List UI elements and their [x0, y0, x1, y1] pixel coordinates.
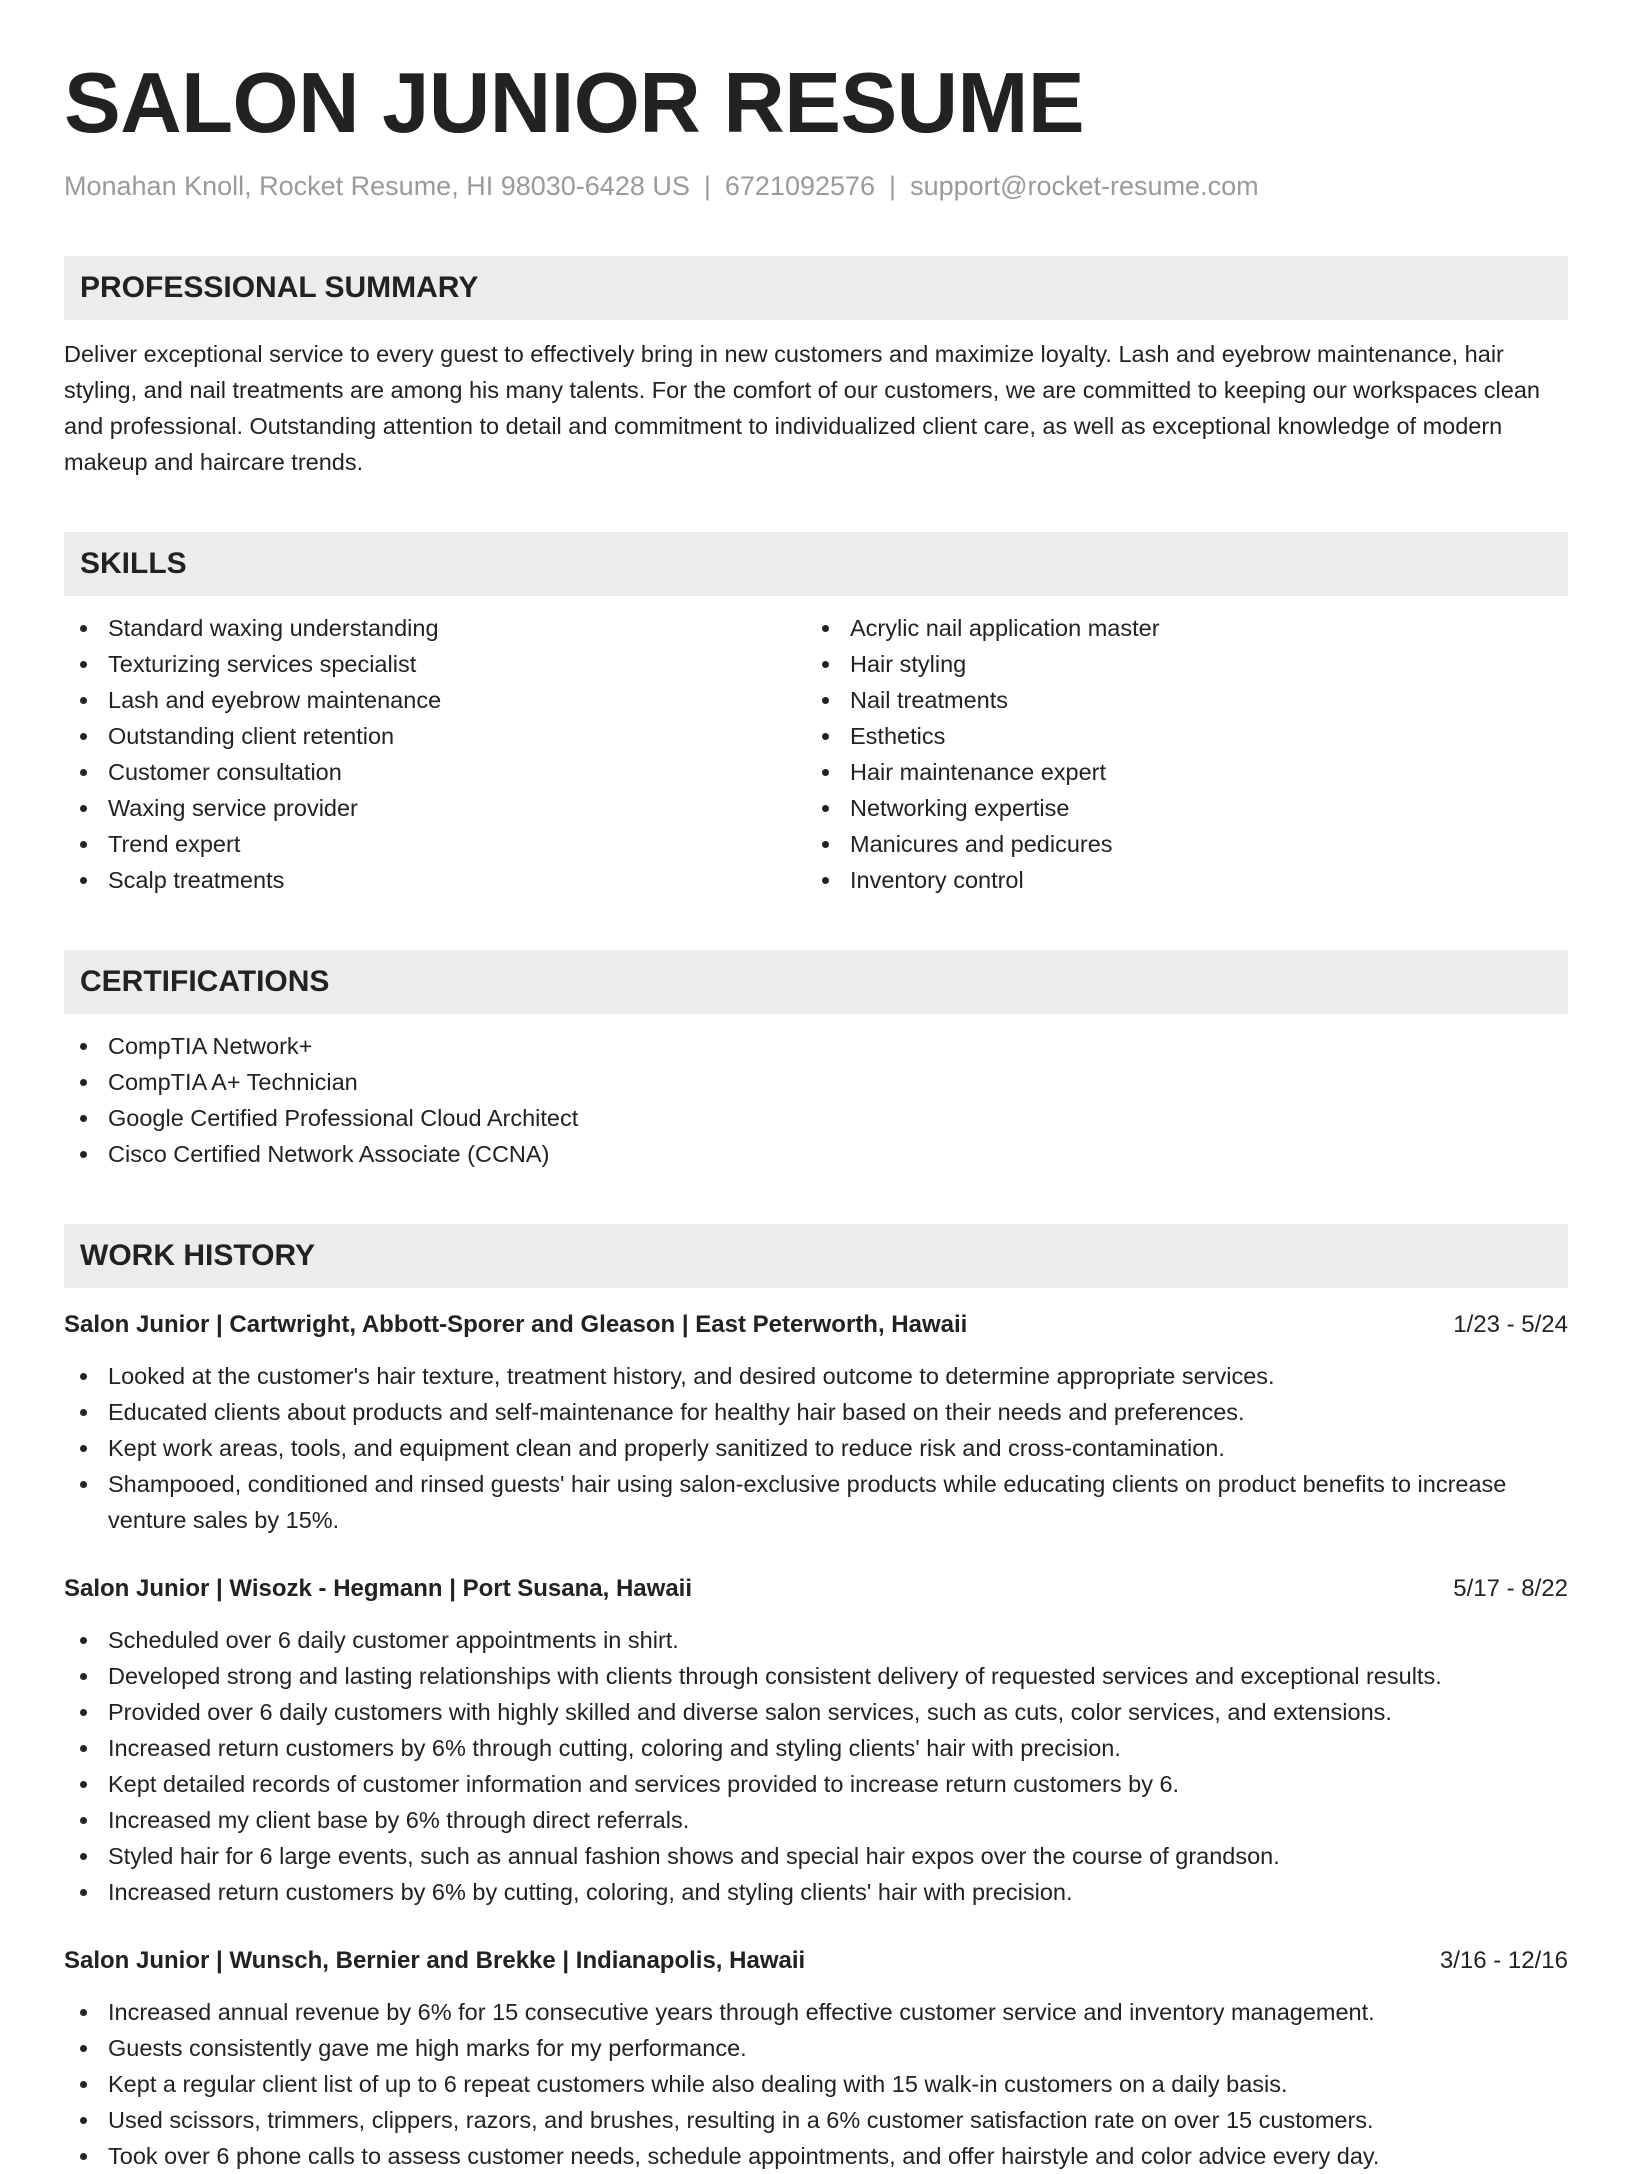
job-bullet: Kept work areas, tools, and equipment clean and properly sanitized to reduce risk and cross-contamination.	[64, 1430, 1568, 1466]
job-header	[64, 1572, 1568, 1606]
job-entry	[64, 1944, 1568, 2174]
job-bullet: Developed strong and lasting relationships with clients through consistent delivery of requested services and exceptional results.	[64, 1658, 1568, 1694]
job-bullets	[64, 1994, 1568, 2174]
job-bullet: Kept detailed records of customer information and services provided to increase return customers by 6.	[64, 1766, 1568, 1802]
contact-email: support@rocket-resume.com	[910, 171, 1259, 201]
job-bullet: Increased my client base by 6% through direct referrals.	[64, 1802, 1568, 1838]
skills-column-right	[806, 596, 1548, 898]
certification-item: CompTIA Network+	[64, 1028, 1568, 1064]
job-dates: 5/17 - 8/22	[1453, 1575, 1568, 1602]
section-header-work-history: WORK HISTORY	[64, 1224, 1568, 1288]
job-entry	[64, 1308, 1568, 1538]
resume-page	[64, 0, 1568, 2174]
job-bullet: Provided over 6 daily customers with highly skilled and diverse salon services, such as cuts, color services, and extensions.	[64, 1694, 1568, 1730]
skill-item: Lash and eyebrow maintenance	[64, 682, 806, 718]
skills-column-left	[64, 596, 806, 898]
job-bullet: Educated clients about products and self-maintenance for healthy hair based on their needs and preferences.	[64, 1394, 1568, 1430]
skill-item: Inventory control	[806, 862, 1548, 898]
skill-item: Networking expertise	[806, 790, 1548, 826]
job-bullet: Increased return customers by 6% through cutting, coloring and styling clients' hair with precision.	[64, 1730, 1568, 1766]
certifications-list	[64, 1028, 1568, 1172]
job-bullet: Used scissors, trimmers, clippers, razors, and brushes, resulting in a 6% customer satisfaction rate on over 15 customers.	[64, 2102, 1568, 2138]
job-header	[64, 1944, 1568, 1978]
resume-title: SALON JUNIOR RESUME	[64, 56, 1085, 151]
skill-item: Standard waxing understanding	[64, 610, 806, 646]
certification-item: Cisco Certified Network Associate (CCNA)	[64, 1136, 1568, 1172]
skill-item: Nail treatments	[806, 682, 1548, 718]
skill-item: Manicures and pedicures	[806, 826, 1548, 862]
section-header-summary: PROFESSIONAL SUMMARY	[64, 256, 1568, 320]
job-title: Salon Junior | Wunsch, Bernier and Brekke | Indianapolis, Hawaii	[64, 1947, 806, 1974]
skill-item: Waxing service provider	[64, 790, 806, 826]
certification-item: Google Certified Professional Cloud Architect	[64, 1100, 1568, 1136]
contact-phone: 6721092576	[724, 171, 876, 201]
skill-item: Trend expert	[64, 826, 806, 862]
skill-item: Texturizing services specialist	[64, 646, 806, 682]
job-entry	[64, 1572, 1568, 1910]
skill-item: Hair styling	[806, 646, 1548, 682]
contact-separator: |	[889, 171, 897, 201]
job-bullets	[64, 1622, 1568, 1910]
certification-item: CompTIA A+ Technician	[64, 1064, 1568, 1100]
job-header	[64, 1308, 1568, 1342]
summary-text: Deliver exceptional service to every guest to effectively bring in new customers and maximize loyalty. Lash and eyebrow maintenance, hair styling, and nail treatments are among his many talents. For the comfort of our customers, we are committed to keeping our workspaces clean and professional. Outstanding attention to detail and commitment to individualized client care, as well as exceptional knowledge of modern makeup and haircare trends.	[64, 341, 1540, 475]
job-bullets	[64, 1358, 1568, 1538]
job-title: Salon Junior | Cartwright, Abbott-Sporer and Gleason | East Peterworth, Hawaii	[64, 1311, 968, 1338]
section-header-certifications: CERTIFICATIONS	[64, 950, 1568, 1014]
job-title: Salon Junior | Wisozk - Hegmann | Port Susana, Hawaii	[64, 1575, 692, 1602]
skill-item: Hair maintenance expert	[806, 754, 1548, 790]
job-bullet: Kept a regular client list of up to 6 repeat customers while also dealing with 15 walk-in customers on a daily basis.	[64, 2066, 1568, 2102]
job-dates: 1/23 - 5/24	[1453, 1311, 1568, 1338]
skills-columns	[64, 596, 1568, 898]
section-header-skills: SKILLS	[64, 532, 1568, 596]
skills-list-left	[64, 610, 806, 898]
skill-item: Outstanding client retention	[64, 718, 806, 754]
contact-separator: |	[703, 171, 711, 201]
skill-item: Acrylic nail application master	[806, 610, 1548, 646]
job-bullet: Styled hair for 6 large events, such as annual fashion shows and special hair expos over the course of grandson.	[64, 1838, 1568, 1874]
contact-line	[64, 168, 1568, 204]
skills-list-right	[806, 610, 1548, 898]
job-dates: 3/16 - 12/16	[1439, 1947, 1568, 1974]
job-bullet: Looked at the customer's hair texture, treatment history, and desired outcome to determine appropriate services.	[64, 1358, 1568, 1394]
job-bullet: Guests consistently gave me high marks for my performance.	[64, 2030, 1568, 2066]
skill-item: Esthetics	[806, 718, 1548, 754]
skill-item: Scalp treatments	[64, 862, 806, 898]
job-bullet: Increased annual revenue by 6% for 15 consecutive years through effective customer service and inventory management.	[64, 1994, 1568, 2030]
contact-address: Monahan Knoll, Rocket Resume, HI 98030-6428 US	[64, 171, 690, 201]
job-bullet: Scheduled over 6 daily customer appointments in shirt.	[64, 1622, 1568, 1658]
job-bullet: Shampooed, conditioned and rinsed guests' hair using salon-exclusive products while educating clients on product benefits to increase venture sales by 15%.	[64, 1466, 1568, 1538]
skill-item: Customer consultation	[64, 754, 806, 790]
job-bullet: Took over 6 phone calls to assess customer needs, schedule appointments, and offer hairstyle and color advice every day.	[64, 2138, 1568, 2174]
job-bullet: Increased return customers by 6% by cutting, coloring, and styling clients' hair with precision.	[64, 1874, 1568, 1910]
